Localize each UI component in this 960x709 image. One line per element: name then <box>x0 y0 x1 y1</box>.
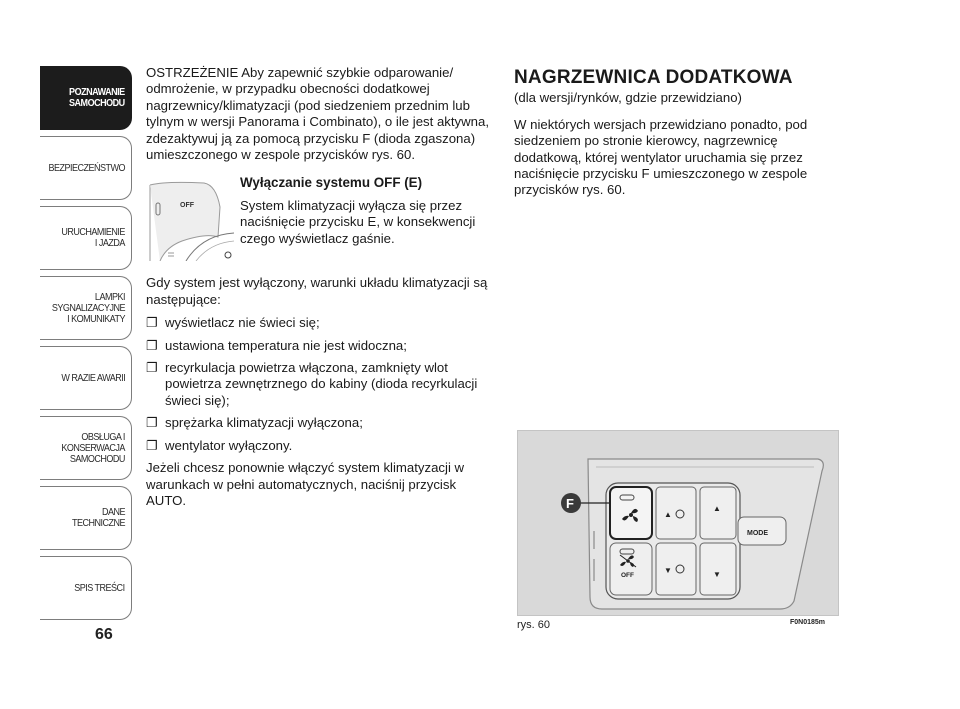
tab-label: LAMPKI SYGNALIZACYJNE I KOMUNIKATY <box>51 290 125 325</box>
tab-label: POZNAWANIE SAMOCHODU <box>69 86 125 109</box>
checkbox-bullet-icon: ❐ <box>146 360 158 376</box>
tab-obsluga[interactable] <box>40 416 132 480</box>
tab-uruchamienie[interactable] <box>40 206 132 270</box>
figure-caption: rys. 60 <box>517 619 551 631</box>
figure-rys-60 <box>517 430 839 616</box>
tab-label: SPIS TREŚCI <box>74 581 125 594</box>
tab-label: BEZPIECZEŃSTWO <box>48 161 125 174</box>
off-section <box>146 175 498 265</box>
svg-text:▼: ▼ <box>664 566 672 575</box>
off-button-illustration <box>146 177 234 261</box>
section-title: NAGRZEWNICA DODATKOWA <box>514 67 793 88</box>
section-body: W niektórych wersjach przewidziano ponadto, pod siedzeniem po stronie kierowcy, nagrzewnicę dodatkową, której wentylator uruchamia się przez naciśnięcie przycisku F umieszczonego w zespole przycisków rys. 60. <box>514 116 808 198</box>
list-item: ❐ sprężarka klimatyzacji wyłączona; <box>146 415 363 431</box>
left-column <box>146 65 498 516</box>
off-text: System klimatyzacji wyłącza się przez naciśnięcie przycisku E, w konsekwencji czego wyświetlacz gaśnie. <box>240 197 476 246</box>
conditions-intro: Gdy system jest wyłączony, warunki układu klimatyzacji są następujące: <box>146 275 488 307</box>
off-button-label: OFF <box>621 572 634 579</box>
tab-label: URUCHAMIENIE I JAZDA <box>61 226 125 249</box>
checkbox-bullet-icon: ❐ <box>146 315 158 331</box>
closing-text: Jeżeli chcesz ponownie włączyć system klimatyzacji w warunkach w pełni automatycznych, naciśnij przycisk AUTO. <box>146 460 465 508</box>
checkbox-bullet-icon: ❐ <box>146 437 158 453</box>
tab-spis-tresci[interactable] <box>40 556 132 620</box>
list-item: ❐ recyrkulacja powietrza włączona, zamknięty wlot powietrza zewnętrznego do kabiny (dioda recyrkulacji świeci się); <box>146 360 478 408</box>
warning-text: OSTRZEŻENIE Aby zapewnić szybkie odparowanie/ odmrożenie, w przypadku obecności dodatkowej nagrzewnicy/klimatyzacji (pod siedzeniem przednim lub tylnym w wersji Panorama i Combinato), o ile jest aktywna, zdezaktywuj ją za pomocą przycisku F (dioda zgaszona) umieszczonego w zespole przycisków rys. 60. <box>146 65 489 163</box>
checkbox-bullet-icon: ❐ <box>146 415 158 431</box>
tab-label: DANE TECHNICZNE <box>71 506 125 529</box>
tab-label: OBSŁUGA I KONSERWACJA SAMOCHODU <box>61 430 125 465</box>
list-item: ❐ wentylator wyłączony. <box>146 437 293 453</box>
off-label: OFF <box>180 202 194 210</box>
off-description <box>240 175 498 247</box>
control-panel-illustration <box>518 431 840 617</box>
mode-button-label: MODE <box>747 530 768 537</box>
list-item: ❐ ustawiona temperatura nie jest widoczna; <box>146 337 407 353</box>
tab-bezpieczenstwo[interactable] <box>40 136 132 200</box>
svg-text:▲: ▲ <box>664 510 672 519</box>
list-item: ❐ wyświetlacz nie świeci się; <box>146 315 320 331</box>
svg-text:▼: ▼ <box>713 570 721 579</box>
chapter-tabs <box>40 66 133 626</box>
checkbox-bullet-icon: ❐ <box>146 337 158 353</box>
page-number: 66 <box>95 626 113 643</box>
tab-poznawanie-samochodu[interactable] <box>40 66 132 130</box>
svg-text:▲: ▲ <box>713 504 721 513</box>
figure-code: F0N0185m <box>790 619 826 626</box>
tab-lampki[interactable] <box>40 276 132 340</box>
callout-f-label: F <box>566 496 574 511</box>
tab-dane-techniczne[interactable] <box>40 486 132 550</box>
section-subtitle: (dla wersji/rynków, gdzie przewidziano) <box>514 90 742 106</box>
tab-w-razie-awarii[interactable] <box>40 346 132 410</box>
off-title: Wyłączanie systemu OFF (E) <box>240 175 423 191</box>
tab-label: W RAZIE AWARII <box>61 371 125 384</box>
right-column <box>514 67 844 209</box>
